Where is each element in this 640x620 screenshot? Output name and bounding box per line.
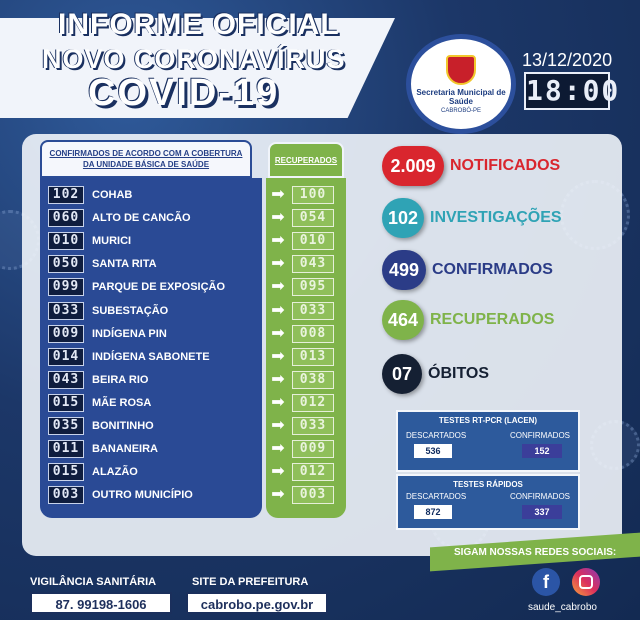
title-novo-coronavirus: NOVO CORONAVÍRUS bbox=[42, 44, 346, 74]
neighborhood-name: ALAZÃO bbox=[92, 466, 138, 479]
stat-label: RECUPERADOS bbox=[430, 311, 555, 328]
neighborhood-name: BONITINHO bbox=[92, 420, 154, 432]
neighborhood-name: BANANEIRA bbox=[92, 443, 158, 456]
rapid-title: TESTES RÁPIDOS bbox=[453, 480, 523, 489]
confirmed-count: 010 bbox=[48, 232, 84, 250]
confirmed-count: 009 bbox=[48, 325, 84, 343]
recovered-header bbox=[268, 142, 344, 178]
report-time: 18:00 bbox=[524, 72, 610, 110]
table-row bbox=[48, 462, 263, 482]
stat-value: 07 bbox=[382, 354, 422, 394]
confirmed-count: 050 bbox=[48, 255, 84, 273]
table-row bbox=[48, 393, 263, 413]
neighborhood-name: SUBESTAÇÃO bbox=[92, 304, 169, 317]
neighborhood-name: OUTRO MUNICÍPIO bbox=[92, 489, 193, 502]
stat-value: 102 bbox=[382, 198, 424, 238]
arrow-right-icon: ➡ bbox=[271, 232, 285, 250]
neighborhood-name: ALTO DE CANCÃO bbox=[92, 212, 191, 225]
confirmed-count: 035 bbox=[48, 417, 84, 435]
arrow-right-icon: ➡ bbox=[271, 301, 285, 319]
recovered-count: 012 bbox=[292, 394, 334, 412]
recovered-header-label: RECUPERADOS bbox=[274, 155, 338, 165]
recovered-count: 100 bbox=[292, 186, 334, 204]
neighborhood-name: BEIRA RIO bbox=[92, 373, 149, 386]
table-header bbox=[40, 140, 252, 178]
vigilancia-phone[interactable]: 87. 99198-1606 bbox=[30, 592, 172, 614]
recovered-count: 012 bbox=[292, 463, 334, 481]
instagram-icon[interactable] bbox=[572, 568, 600, 596]
recovered-count: 054 bbox=[292, 209, 334, 227]
rapid-discarded-value: 872 bbox=[414, 505, 452, 519]
recovered-count: 033 bbox=[292, 417, 334, 435]
facebook-icon[interactable]: f bbox=[532, 568, 560, 596]
table-row bbox=[48, 370, 263, 390]
table-header-line1: CONFIRMADOS DE ACORDO COM A COBERTURA bbox=[49, 149, 243, 158]
rtpcr-confirmed-label: CONFIRMADOS bbox=[510, 431, 570, 440]
stat-value: 499 bbox=[382, 250, 426, 290]
neighborhood-name: MÃE ROSA bbox=[92, 396, 152, 409]
table-row bbox=[48, 254, 263, 274]
rtpcr-test-box bbox=[396, 410, 580, 472]
arrow-right-icon: ➡ bbox=[271, 370, 285, 388]
seal-subtext: CABROBÓ-PE bbox=[440, 107, 481, 114]
recovered-count: 003 bbox=[292, 486, 334, 504]
neighborhood-name: INDÍGENA PIN bbox=[92, 327, 167, 340]
title-covid19: COVID-19 bbox=[88, 72, 280, 114]
stat-value: 2.009 bbox=[382, 146, 444, 186]
table-row bbox=[48, 347, 263, 367]
neighborhood-name: INDÍGENA SABONETE bbox=[92, 350, 210, 363]
confirmed-count: 043 bbox=[48, 371, 84, 389]
stat-item bbox=[382, 250, 553, 290]
recovered-count: 033 bbox=[292, 302, 334, 320]
table-row bbox=[48, 185, 263, 205]
recovered-count: 013 bbox=[292, 348, 334, 366]
site-link[interactable]: cabrobo.pe.gov.br bbox=[186, 592, 328, 614]
confirmed-count: 099 bbox=[48, 278, 84, 296]
recovered-count: 095 bbox=[292, 278, 334, 296]
stat-label: ÓBITOS bbox=[428, 365, 490, 382]
confirmed-count: 014 bbox=[48, 348, 84, 366]
shield-icon bbox=[446, 55, 476, 85]
confirmed-count: 015 bbox=[48, 394, 84, 412]
arrow-right-icon: ➡ bbox=[271, 186, 285, 203]
arrow-right-icon: ➡ bbox=[271, 255, 285, 273]
confirmed-count: 011 bbox=[48, 440, 84, 458]
stat-label: CONFIRMADOS bbox=[432, 261, 553, 278]
table-row bbox=[48, 208, 263, 228]
rtpcr-confirmed-value: 152 bbox=[522, 444, 562, 458]
table-row bbox=[48, 231, 263, 251]
neighborhood-name: PARQUE DE EXPOSIÇÃO bbox=[92, 281, 226, 294]
recovered-count: 010 bbox=[292, 232, 334, 250]
stat-item bbox=[382, 354, 489, 394]
rapid-confirmed-value: 337 bbox=[522, 505, 562, 519]
confirmed-count: 060 bbox=[48, 209, 84, 227]
arrow-right-icon: ➡ bbox=[271, 347, 285, 365]
table-row bbox=[48, 301, 263, 321]
table-row bbox=[48, 439, 263, 459]
rtpcr-discarded-label: DESCARTADOS bbox=[406, 431, 467, 440]
arrow-right-icon: ➡ bbox=[271, 440, 285, 458]
arrow-right-icon: ➡ bbox=[271, 463, 285, 481]
neighborhood-name: SANTA RITA bbox=[92, 258, 157, 271]
table-row bbox=[48, 324, 263, 344]
table-header-line2: DA UNIDADE BÁSICA DE SAÚDE bbox=[82, 160, 210, 169]
stat-item bbox=[382, 300, 554, 340]
stat-label: INVESTIGAÇÕES bbox=[430, 209, 562, 226]
confirmed-count: 102 bbox=[48, 186, 84, 204]
rtpcr-discarded-value: 536 bbox=[414, 444, 452, 458]
arrow-right-icon: ➡ bbox=[271, 209, 285, 227]
vigilancia-label: VIGILÂNCIA SANITÁRIA bbox=[30, 576, 157, 588]
report-date: 13/12/2020 bbox=[522, 50, 613, 70]
table-row bbox=[48, 485, 263, 505]
rapid-test-box bbox=[396, 474, 580, 530]
recovered-count: 038 bbox=[292, 371, 334, 389]
arrow-right-icon: ➡ bbox=[271, 393, 285, 411]
seal-text: Secretaria Municipal de Saúde bbox=[416, 87, 506, 106]
table-row bbox=[48, 277, 263, 297]
table-row bbox=[48, 416, 263, 436]
recovered-count: 009 bbox=[292, 440, 334, 458]
recovered-count: 043 bbox=[292, 255, 334, 273]
neighborhood-name: COHAB bbox=[92, 189, 133, 201]
confirmed-count: 015 bbox=[48, 463, 84, 481]
stat-item bbox=[382, 198, 562, 238]
arrow-right-icon: ➡ bbox=[271, 417, 285, 434]
seal-icon bbox=[406, 34, 516, 134]
rapid-confirmed-label: CONFIRMADOS bbox=[510, 492, 570, 501]
title-informe-oficial: INFORME OFICIAL bbox=[58, 8, 340, 41]
stat-label: NOTIFICADOS bbox=[450, 157, 561, 174]
arrow-right-icon: ➡ bbox=[271, 324, 285, 342]
stat-item bbox=[382, 146, 560, 186]
social-handle[interactable]: saude_cabrobo bbox=[528, 602, 597, 613]
rtpcr-title: TESTES RT-PCR (LACEN) bbox=[438, 416, 538, 425]
instagram-glyph bbox=[579, 575, 593, 589]
social-label: SIGAM NOSSAS REDES SOCIAIS: bbox=[453, 546, 617, 558]
neighborhood-name: MURICI bbox=[92, 235, 132, 248]
confirmed-count: 033 bbox=[48, 302, 84, 320]
confirmed-count: 003 bbox=[48, 486, 84, 504]
recovered-count: 008 bbox=[292, 325, 334, 343]
stat-value: 464 bbox=[382, 300, 424, 340]
rapid-discarded-label: DESCARTADOS bbox=[406, 492, 467, 501]
site-label: SITE DA PREFEITURA bbox=[192, 576, 309, 588]
arrow-right-icon: ➡ bbox=[271, 278, 285, 296]
arrow-right-icon: ➡ bbox=[271, 486, 285, 504]
